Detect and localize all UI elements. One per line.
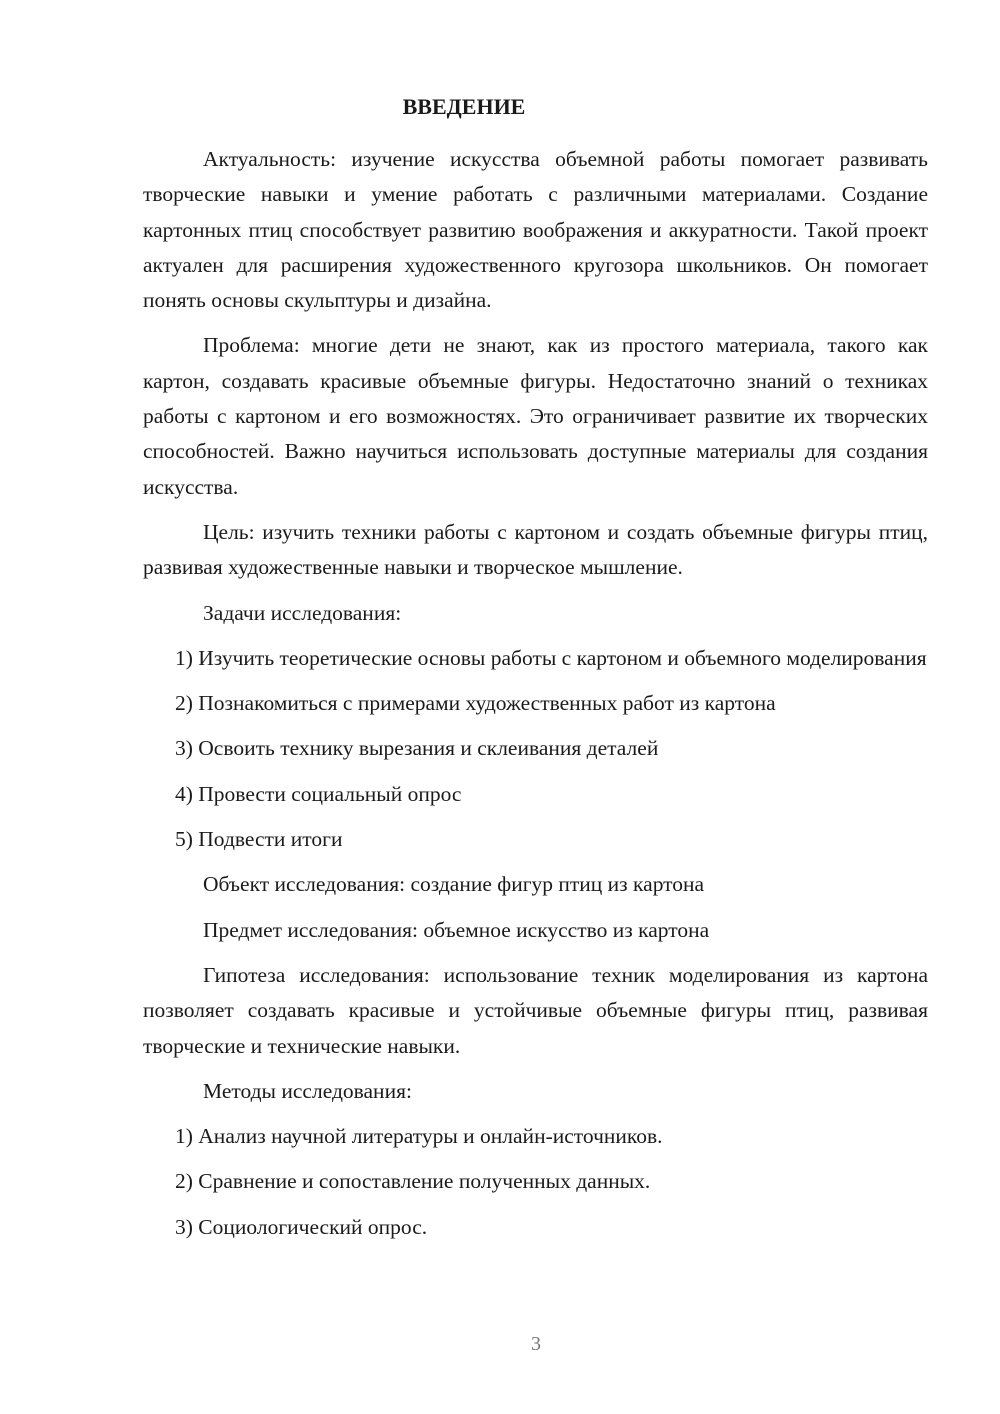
page-number: 3: [531, 1333, 541, 1355]
document-body: [143, 142, 928, 1255]
research-hypothesis: Гипотеза исследования: использование техник моделирования из картона позволяет создавать красивые и устойчивые объемные фигуры птиц, развивая творческие и технические навыки.: [143, 962, 928, 1058]
methods-heading: Методы исследования:: [203, 1078, 412, 1103]
tasks-heading: Задачи исследования:: [203, 600, 402, 625]
task-item-2: 2) Познакомиться с примерами художественных работ из картона: [175, 691, 776, 716]
research-object: Объект исследования: создание фигур птиц из картона: [203, 872, 705, 897]
method-item-1: 1) Анализ научной литературы и онлайн-источников.: [175, 1124, 663, 1149]
method-item-3: 3) Социологический опрос.: [175, 1214, 428, 1239]
task-item-5: 5) Подвести итоги: [175, 827, 343, 852]
goal-paragraph: Цель: изучить техники работы с картоном и создать объемные фигуры птиц, развивая художественные навыки и творческое мышление.: [143, 519, 928, 580]
relevance-paragraph: Актуальность: изучение искусства объемной работы помогает развивать творческие навыки и умение работать с различными материалами. Создание картонных птиц способствует развитию воображения и аккуратности. Такой проект актуален для расширения художественного кругозора школьников. Он помогает понять основы скульптуры и дизайна.: [143, 147, 928, 313]
page-title: [72, 94, 1000, 120]
task-item-4: 4) Провести социальный опрос: [175, 781, 462, 806]
task-item-3: 3) Освоить технику вырезания и склеивания деталей: [175, 736, 659, 761]
problem-paragraph: Проблема: многие дети не знают, как из простого материала, такого как картон, создавать красивые объемные фигуры. Недостаточно знаний о техниках работы с картоном и его возможностях. Это ограничивает развитие их творческих способностей. Важно научиться использовать доступные материалы для создания искусства.: [143, 333, 928, 499]
research-subject: Предмет исследования: объемное искусство из картона: [203, 917, 710, 942]
page-title-text: ВВЕДЕНИЕ: [402, 94, 526, 119]
method-item-2: 2) Сравнение и сопоставление полученных данных.: [175, 1169, 651, 1194]
task-item-1: 1) Изучить теоретические основы работы с картоном и объемного моделирования: [175, 645, 927, 670]
